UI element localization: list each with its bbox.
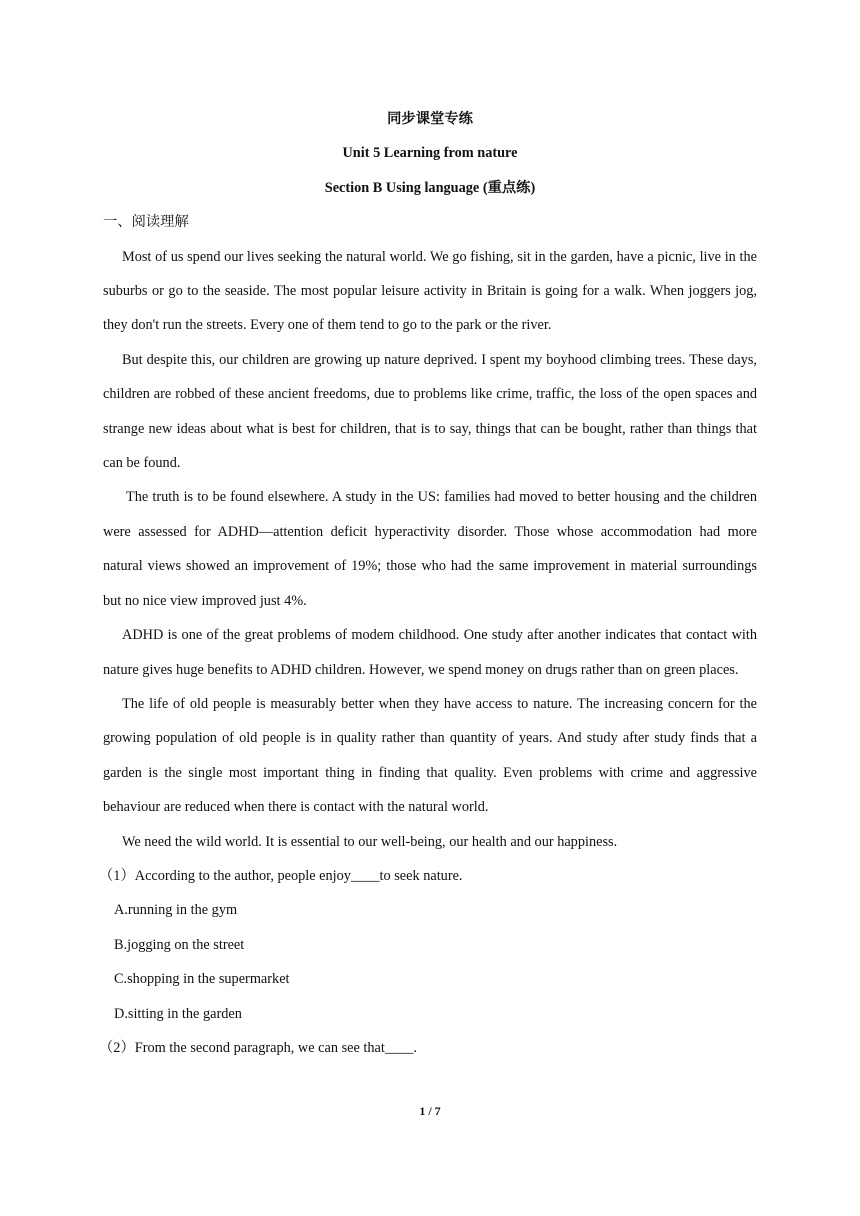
unit-title: Unit 5 Learning from nature xyxy=(342,145,518,162)
worksheet-title: 同步课堂专练 xyxy=(387,111,473,127)
passage-paragraph-1: Most of us spend our lives seeking the natural world. We go fishing, sit in the garden, have a picnic, live in the suburbs or go to the seaside. The most popular leisure activity in Britain is going for a walk. When joggers jog, they don't run the streets. Every one of them tend to go to the park or the river. xyxy=(103,248,757,334)
passage-paragraph-3: The truth is to be found elsewhere. A study in the US: families had moved to better housing and the children were assessed for ADHD—attention deficit hyperactivity disorder. Those whose accommodation had more natural views showed an improvement of 19%; those who had the same improvement in material surroundings but no nice view improved just 4%. xyxy=(103,489,757,609)
question-1-stem: （1）According to the author, people enjoy____to seek nature. xyxy=(99,867,463,884)
passage-paragraph-2: But despite this, our children are growing up nature deprived. I spent my boyhood climbing trees. These days, children are robbed of these ancient freedoms, due to problems like crime, traffic, the loss of the open spaces and strange new ideas about what is best for children, that is to say, things that can be bought, rather than things that can be found. xyxy=(103,351,757,472)
question-1-option-b: B.jogging on the street xyxy=(114,936,245,953)
question-2-stem: （2）From the second paragraph, we can see that____. xyxy=(99,1039,418,1056)
question-1-option-a: A.running in the gym xyxy=(114,902,238,919)
passage-paragraph-6: We need the wild world. It is essential to our well-being, our health and our happiness. xyxy=(122,833,618,850)
passage-paragraph-5: The life of old people is measurably better when they have access to nature. The increasing concern for the growing population of old people is in quality rather than quantity of years. And study after study finds that a garden is the single most important thing in finding that quality. Even problems with crime and aggressive behaviour are reduced when there is contact with the natural world. xyxy=(103,695,757,816)
passage-paragraph-4: ADHD is one of the great problems of modem childhood. One study after another indicates that contact with nature gives huge benefits to ADHD children. However, we spend money on drugs rather than on green places. xyxy=(103,627,757,678)
document-content xyxy=(99,102,757,1065)
question-1 xyxy=(99,859,757,1031)
part-label-reading: 一、阅读理解 xyxy=(103,214,189,231)
question-2 xyxy=(99,1031,757,1065)
question-1-option-d: D.sitting in the garden xyxy=(114,1005,242,1022)
question-1-option-c: C.shopping in the supermarket xyxy=(114,971,290,988)
page-number: 1 / 7 xyxy=(419,1104,441,1118)
section-title: Section B Using language (重点练) xyxy=(324,179,536,196)
